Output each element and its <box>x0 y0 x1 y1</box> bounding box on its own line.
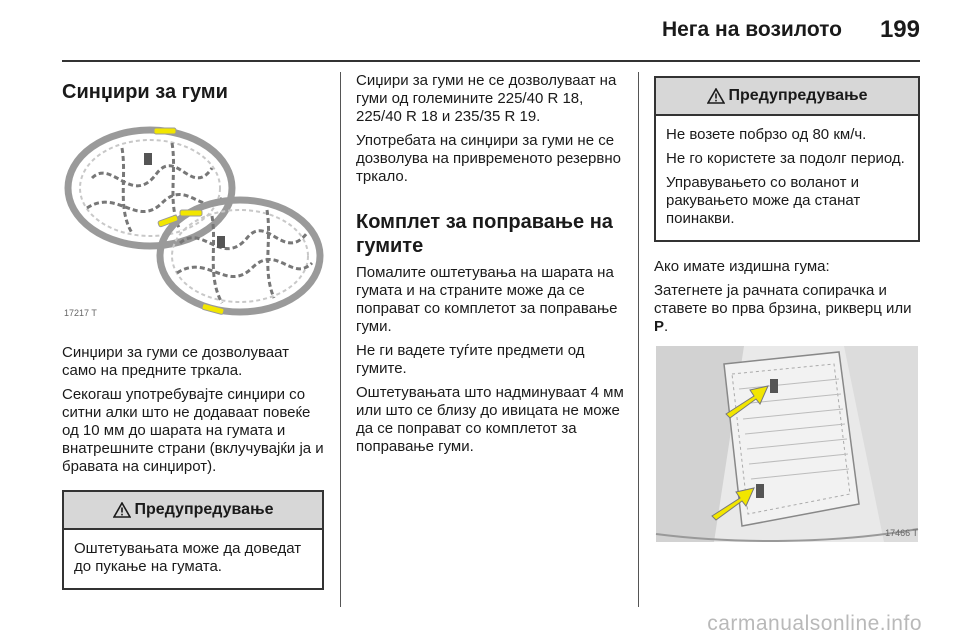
page-number: 199 <box>879 16 920 43</box>
column-1 <box>62 72 324 590</box>
column-2 <box>356 72 624 462</box>
warning-body <box>656 116 918 240</box>
paragraph: Ако имате издишна гума: <box>654 258 830 275</box>
paragraph: Оштетувањата што надминуваат 4 мм или што се близу до ивицата не може да се поправат со комплетот за поправање гуми. <box>356 384 624 455</box>
paragraph <box>654 282 920 336</box>
warning-triangle-icon <box>113 502 131 518</box>
paragraph-text: Затегнете ја рачната сопирачка и ставете во прва брзина, рикверц или <box>654 282 912 317</box>
section-heading-tire-repair-kit: Комплет за поправање на гумите <box>356 211 613 257</box>
warning-box <box>654 76 920 242</box>
page-header <box>0 0 960 62</box>
warning-text: Не возете побрзо од 80 км/ч. <box>666 126 867 143</box>
warning-body <box>64 530 322 588</box>
column-divider-1 <box>340 72 341 607</box>
warning-header <box>64 492 322 530</box>
warning-text: Оштетувањата може да доведат до пукање на гумата. <box>74 540 302 575</box>
paragraph: Не ги вадете туѓите предмети од гумите. <box>356 342 585 377</box>
column-divider-2 <box>638 72 639 607</box>
header-rule <box>62 60 920 62</box>
trunk-compartment-drawing <box>654 344 920 544</box>
snow-chains-illustration <box>62 118 324 324</box>
paragraph-end: . <box>664 318 669 335</box>
paragraph: Сиџири за гуми не се дозволуваат на гуми од големините 225/40 R 18, 225/40 R 18 и 235/35 R 19. <box>356 72 617 125</box>
warning-title: Предупредување <box>134 501 274 518</box>
paragraph: Секогаш употребувајте синџири со ситни алки што не додаваат повеќе од 10 мм до шарата на гумата и внатрешните страни (вклучувајќи ја и бравата на синџирот). <box>62 386 324 475</box>
warning-title: Предупредување <box>728 87 868 104</box>
warning-box <box>62 490 324 590</box>
section-heading-snow-chains: Синџири за гуми <box>62 81 228 103</box>
watermark: carmanualsonline.info <box>707 612 922 635</box>
paragraph: Употребата на синџири за гуми не се дозволува на привременото резервно тркало. <box>356 132 621 185</box>
snow-chains-drawing <box>62 118 324 324</box>
paragraph: Синџири за гуми се дозволуваат само на предните тркала. <box>62 344 289 379</box>
column-3 <box>654 72 920 544</box>
figure-id: 17217 T <box>64 308 97 318</box>
tire-repair-kit-location-illustration <box>654 344 920 544</box>
warning-text: Не го користете за подолг период. <box>666 150 905 167</box>
figure-id: 17466 T <box>885 528 918 538</box>
warning-triangle-icon <box>707 88 725 104</box>
paragraph: Помалите оштетувања на шарата на гумата и на страните може да се поправат со комплетот за поправање гуми. <box>356 264 618 335</box>
warning-text: Управувањето со воланот и ракувањето може да станат поинакви. <box>666 174 861 227</box>
header-title: Нега на возилото <box>661 18 842 41</box>
warning-header <box>656 78 918 116</box>
gear-p-label: P <box>654 318 665 335</box>
